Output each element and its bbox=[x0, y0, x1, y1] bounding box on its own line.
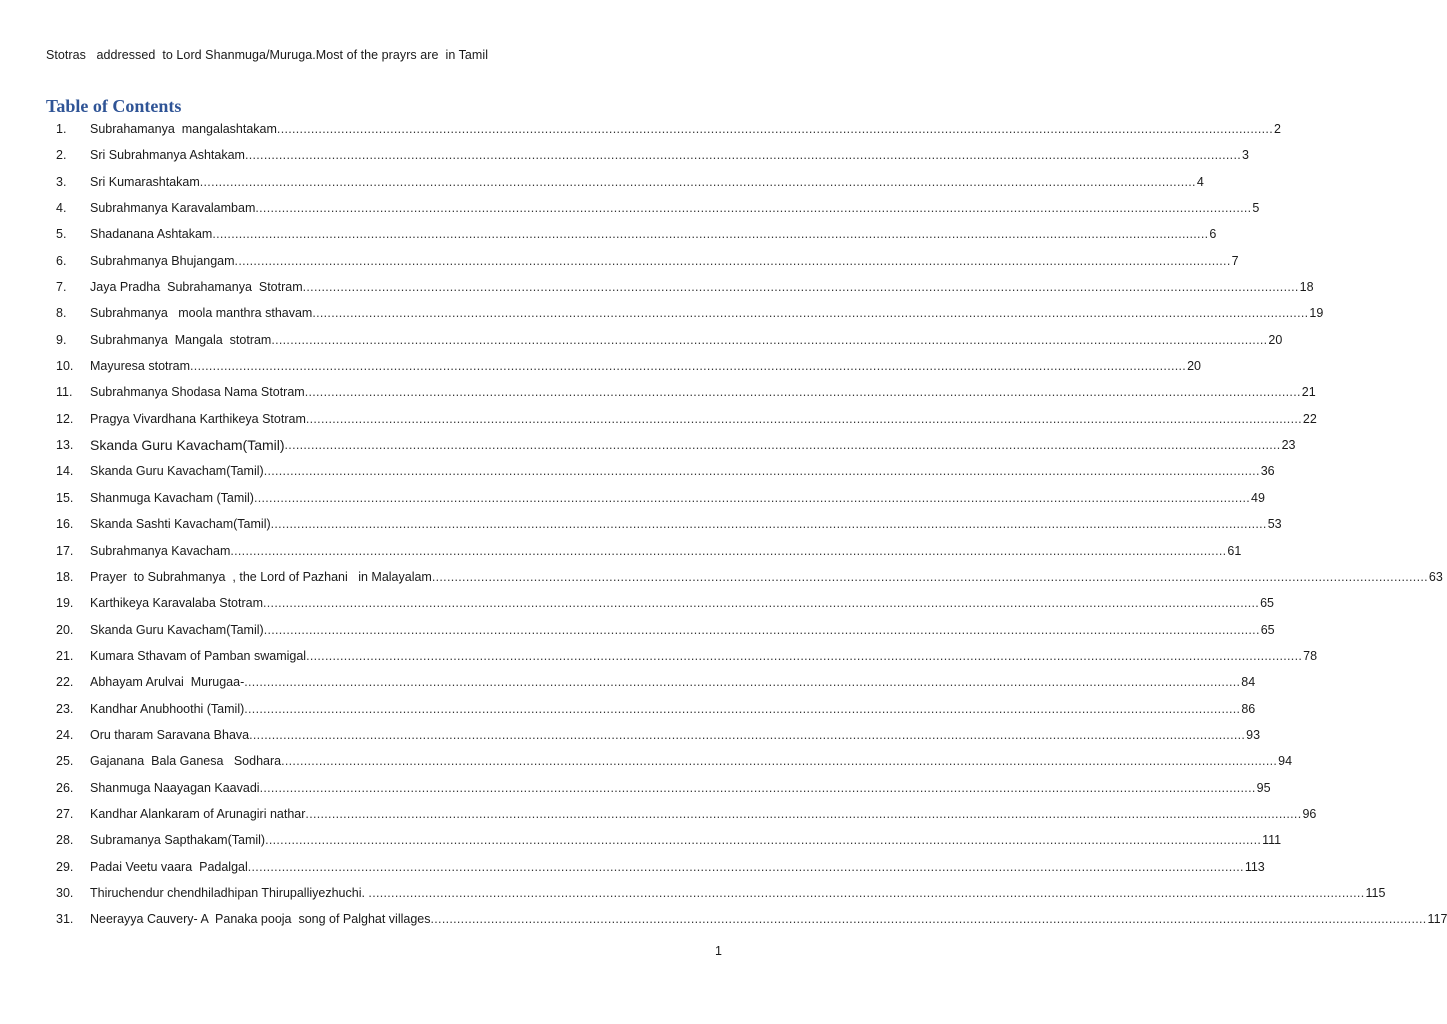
toc-entry[interactable] bbox=[56, 801, 1317, 827]
toc-entry-title[interactable]: Padai Veetu vaara Padalgal bbox=[90, 859, 248, 874]
toc-entry-title[interactable]: Kumara Sthavam of Pamban swamigal bbox=[90, 648, 307, 663]
toc-entry[interactable] bbox=[56, 722, 1261, 748]
toc-entry-number: 19. bbox=[56, 596, 74, 611]
toc-entry-number: 24. bbox=[56, 727, 74, 742]
toc-entry[interactable] bbox=[56, 775, 1271, 801]
toc-entry-page[interactable]: 3 bbox=[1242, 148, 1249, 163]
toc-dot-leader bbox=[303, 274, 1299, 300]
toc-entry[interactable] bbox=[56, 432, 1296, 458]
toc-entry-number: 9. bbox=[56, 332, 67, 347]
intro-text: Stotras addressed to Lord Shanmuga/Muruga.Most of the prayrs are in Tamil bbox=[46, 48, 489, 62]
toc-entry-title[interactable]: Skanda Sashti Kavacham(Tamil) bbox=[90, 517, 271, 532]
toc-entry-title[interactable]: Oru tharam Saravana Bhava bbox=[90, 727, 250, 742]
toc-entry-title[interactable]: Karthikeya Karavalaba Stotram bbox=[90, 596, 264, 611]
toc-entry-page[interactable]: 20 bbox=[1268, 332, 1283, 347]
toc-heading: Table of Contents bbox=[46, 96, 182, 116]
toc-dot-leader bbox=[368, 880, 1364, 906]
toc-entry-number: 5. bbox=[56, 227, 67, 242]
toc-entry-number: 22. bbox=[56, 675, 74, 690]
toc-entry-page[interactable]: 63 bbox=[1428, 569, 1443, 584]
toc-dot-leader bbox=[249, 722, 1245, 748]
toc-entry-title[interactable]: Subrahmanya Mangala stotram bbox=[90, 332, 272, 347]
toc-entry-page[interactable]: 2 bbox=[1273, 122, 1281, 136]
toc-entry-page[interactable]: 6 bbox=[1209, 227, 1217, 242]
toc-entry[interactable] bbox=[56, 854, 1265, 880]
toc-entry-number: 21. bbox=[56, 648, 74, 663]
toc-entry-number: 20. bbox=[56, 622, 74, 637]
toc-entry-title[interactable]: Jaya Pradha Subrahamanya Stotram bbox=[90, 280, 303, 295]
toc-entry-title[interactable]: Pragya Vivardhana Karthikeya Stotram bbox=[90, 411, 306, 426]
toc-entry-title[interactable]: Subrahmanya Kavacham bbox=[90, 543, 231, 558]
toc-dot-leader bbox=[230, 538, 1226, 564]
toc-dot-leader bbox=[235, 248, 1231, 274]
toc-entry-number: 6. bbox=[56, 253, 67, 268]
toc-entry[interactable] bbox=[56, 590, 1274, 616]
toc-dot-leader bbox=[305, 379, 1301, 405]
toc-entry-page[interactable]: 4 bbox=[1196, 174, 1204, 189]
toc-dot-leader bbox=[200, 169, 1196, 195]
toc-entry[interactable] bbox=[56, 617, 1275, 643]
toc-entry-title[interactable]: Gajanana Bala Ganesa Sodhara bbox=[90, 754, 282, 769]
toc-entry-page[interactable]: 36 bbox=[1260, 464, 1275, 479]
toc-entry-page[interactable]: 117 bbox=[1427, 912, 1447, 927]
toc-entry-number: 7. bbox=[56, 280, 67, 295]
toc-dot-leader bbox=[260, 775, 1256, 801]
toc-entry[interactable] bbox=[56, 748, 1293, 774]
toc-entry-number: 14. bbox=[56, 464, 74, 479]
toc-entry-title[interactable]: Abhayam Arulvai Murugaa- bbox=[90, 675, 245, 690]
toc-entry-number: 26. bbox=[56, 780, 74, 795]
toc-entry-title[interactable]: Shadanana Ashtakam bbox=[90, 227, 213, 242]
toc-entry[interactable] bbox=[56, 643, 1318, 669]
toc-entry[interactable] bbox=[56, 406, 1317, 432]
toc-entry[interactable] bbox=[56, 116, 1281, 142]
toc-dot-leader bbox=[265, 827, 1261, 853]
toc-entry-title[interactable]: Kandhar Anubhoothi (Tamil) bbox=[90, 701, 245, 716]
toc-entry-page[interactable]: 111 bbox=[1262, 833, 1282, 848]
toc-dot-leader bbox=[281, 748, 1277, 774]
page-number: 1 bbox=[715, 944, 722, 958]
toc-entry-page[interactable]: 94 bbox=[1278, 754, 1293, 769]
toc-entry[interactable] bbox=[56, 564, 1443, 590]
toc-entry-number: 1. bbox=[56, 122, 67, 136]
toc-entry-title[interactable]: Subrahmanya Karavalambam bbox=[90, 201, 256, 216]
toc-entry[interactable] bbox=[56, 880, 1386, 906]
table-of-contents bbox=[56, 116, 1447, 933]
toc-entry-page[interactable]: 19 bbox=[1309, 306, 1324, 321]
toc-entry-number: 10. bbox=[56, 359, 74, 374]
toc-dot-leader bbox=[264, 617, 1260, 643]
toc-entry-page[interactable]: 49 bbox=[1251, 490, 1265, 505]
toc-entry-number: 11. bbox=[56, 385, 73, 400]
toc-entry-page[interactable]: 20 bbox=[1187, 359, 1201, 374]
toc-dot-leader bbox=[312, 300, 1308, 326]
toc-entry-number: 3. bbox=[56, 174, 67, 189]
toc-entry-page[interactable]: 113 bbox=[1244, 859, 1265, 874]
toc-entry-title[interactable]: Skanda Guru Kavacham(Tamil) bbox=[90, 622, 264, 637]
toc-entry-title[interactable]: Subrahmanya Shodasa Nama Stotram bbox=[90, 385, 305, 400]
toc-entry-title[interactable]: Shanmuga Kavacham (Tamil) bbox=[90, 490, 254, 505]
toc-entry-number: 27. bbox=[56, 806, 74, 821]
toc-entry-title[interactable]: Thiruchendur chendhiladhipan Thirupalliyezhuchi. bbox=[90, 885, 369, 900]
toc-entry-number: 29. bbox=[56, 859, 74, 874]
toc-dot-leader bbox=[254, 485, 1250, 511]
toc-entry[interactable] bbox=[56, 274, 1314, 300]
toc-entry-number: 28. bbox=[56, 833, 74, 848]
toc-entry-number: 2. bbox=[56, 148, 67, 163]
toc-entry-page[interactable]: 86 bbox=[1241, 701, 1256, 716]
toc-entry-page[interactable]: 84 bbox=[1241, 675, 1256, 690]
toc-dot-leader bbox=[271, 511, 1267, 537]
toc-entry-number: 25. bbox=[56, 754, 74, 769]
toc-entry-page[interactable]: 65 bbox=[1260, 596, 1274, 611]
toc-entry-title[interactable]: Kandhar Alankaram of Arunagiri nathar bbox=[90, 806, 306, 821]
toc-entry[interactable] bbox=[56, 142, 1249, 168]
toc-entry-title[interactable]: Subrahamanya mangalashtakam bbox=[90, 122, 277, 136]
toc-entry[interactable] bbox=[56, 696, 1256, 722]
toc-entry-title[interactable]: Mayuresa stotram bbox=[90, 359, 191, 374]
toc-entry[interactable] bbox=[56, 511, 1282, 537]
toc-dot-leader bbox=[285, 432, 1281, 458]
toc-entry-page[interactable]: 21 bbox=[1301, 385, 1316, 400]
toc-entry[interactable] bbox=[56, 458, 1275, 484]
toc-entry-page[interactable]: 65 bbox=[1260, 622, 1275, 637]
toc-entry-number: 8. bbox=[56, 306, 67, 321]
toc-dot-leader bbox=[264, 458, 1260, 484]
toc-entry-number: 15. bbox=[56, 490, 74, 505]
toc-entry-title[interactable]: Neerayya Cauvery- A Panaka pooja song of Palghat villages bbox=[90, 912, 431, 927]
toc-entry-title[interactable]: Sri Subrahmanya Ashtakam bbox=[90, 148, 245, 163]
toc-entry[interactable] bbox=[56, 485, 1265, 511]
toc-entry[interactable] bbox=[56, 248, 1239, 274]
toc-entry[interactable] bbox=[56, 379, 1316, 405]
toc-entry-page[interactable]: 53 bbox=[1267, 517, 1282, 532]
toc-entry-number: 13. bbox=[56, 438, 74, 453]
toc-entry[interactable] bbox=[56, 353, 1201, 379]
toc-entry-page[interactable]: 95 bbox=[1256, 780, 1271, 795]
toc-entry-title[interactable]: Subrahmanya Bhujangam bbox=[90, 253, 235, 268]
toc-dot-leader bbox=[244, 669, 1240, 695]
toc-entry-number: 12. bbox=[56, 411, 74, 426]
toc-entry-title[interactable]: Subramanya Sapthakam(Tamil) bbox=[90, 833, 266, 848]
toc-dot-leader bbox=[212, 221, 1208, 247]
toc-entry-number: 4. bbox=[56, 201, 67, 216]
toc-dot-leader bbox=[432, 564, 1428, 590]
toc-entry[interactable] bbox=[56, 300, 1324, 326]
toc-dot-leader bbox=[245, 142, 1241, 168]
toc-entry-number: 23. bbox=[56, 701, 74, 716]
toc-entry-page[interactable]: 96 bbox=[1302, 806, 1317, 821]
toc-dot-leader bbox=[248, 854, 1244, 880]
toc-entry[interactable] bbox=[56, 538, 1242, 564]
toc-dot-leader bbox=[244, 696, 1240, 722]
toc-entry[interactable] bbox=[56, 827, 1282, 853]
toc-entry-title[interactable]: Skanda Guru Kavacham(Tamil) bbox=[90, 464, 264, 479]
toc-entry-page[interactable]: 7 bbox=[1231, 253, 1239, 268]
toc-entry-title[interactable]: Subrahmanya moola manthra sthavam bbox=[90, 306, 313, 321]
toc-entry-page[interactable]: 18 bbox=[1299, 280, 1314, 295]
toc-entry-title[interactable]: Shanmuga Naayagan Kaavadi bbox=[90, 780, 260, 795]
toc-entry-number: 31. bbox=[56, 912, 74, 927]
toc-dot-leader bbox=[271, 327, 1267, 353]
toc-entry-page[interactable]: 5 bbox=[1252, 201, 1260, 216]
toc-entry-title[interactable]: Sri Kumarashtakam bbox=[90, 174, 200, 189]
toc-entry[interactable] bbox=[56, 221, 1217, 247]
toc-entry[interactable] bbox=[56, 327, 1283, 353]
toc-entry-number: 30. bbox=[56, 885, 74, 900]
toc-dot-leader bbox=[277, 116, 1273, 142]
toc-entry-number: 17. bbox=[56, 543, 74, 558]
toc-entry-page[interactable]: 22 bbox=[1302, 411, 1317, 426]
toc-entry-title[interactable]: Prayer to Subrahmanya , the Lord of Pazhani in Malayalam bbox=[90, 569, 432, 584]
toc-dot-leader bbox=[263, 590, 1259, 616]
toc-entry-number: 18. bbox=[56, 569, 74, 584]
toc-entry-page[interactable]: 115 bbox=[1365, 885, 1386, 900]
toc-entry-number: 16. bbox=[56, 517, 74, 532]
toc-entry[interactable] bbox=[56, 669, 1256, 695]
toc-dot-leader bbox=[305, 801, 1301, 827]
toc-entry-page[interactable]: 23 bbox=[1281, 438, 1296, 453]
toc-entry-page[interactable]: 61 bbox=[1227, 543, 1242, 558]
toc-entry[interactable] bbox=[56, 195, 1260, 221]
toc-entry[interactable] bbox=[56, 906, 1447, 932]
toc-entry-page[interactable]: 93 bbox=[1246, 727, 1261, 742]
toc-dot-leader bbox=[306, 406, 1302, 432]
toc-entry[interactable] bbox=[56, 169, 1204, 195]
toc-dot-leader bbox=[255, 195, 1251, 221]
toc-dot-leader bbox=[431, 906, 1427, 932]
toc-dot-leader bbox=[190, 353, 1186, 379]
toc-entry-page[interactable]: 78 bbox=[1303, 648, 1318, 663]
toc-dot-leader bbox=[306, 643, 1302, 669]
toc-entry-title[interactable]: Skanda Guru Kavacham(Tamil) bbox=[90, 437, 285, 454]
